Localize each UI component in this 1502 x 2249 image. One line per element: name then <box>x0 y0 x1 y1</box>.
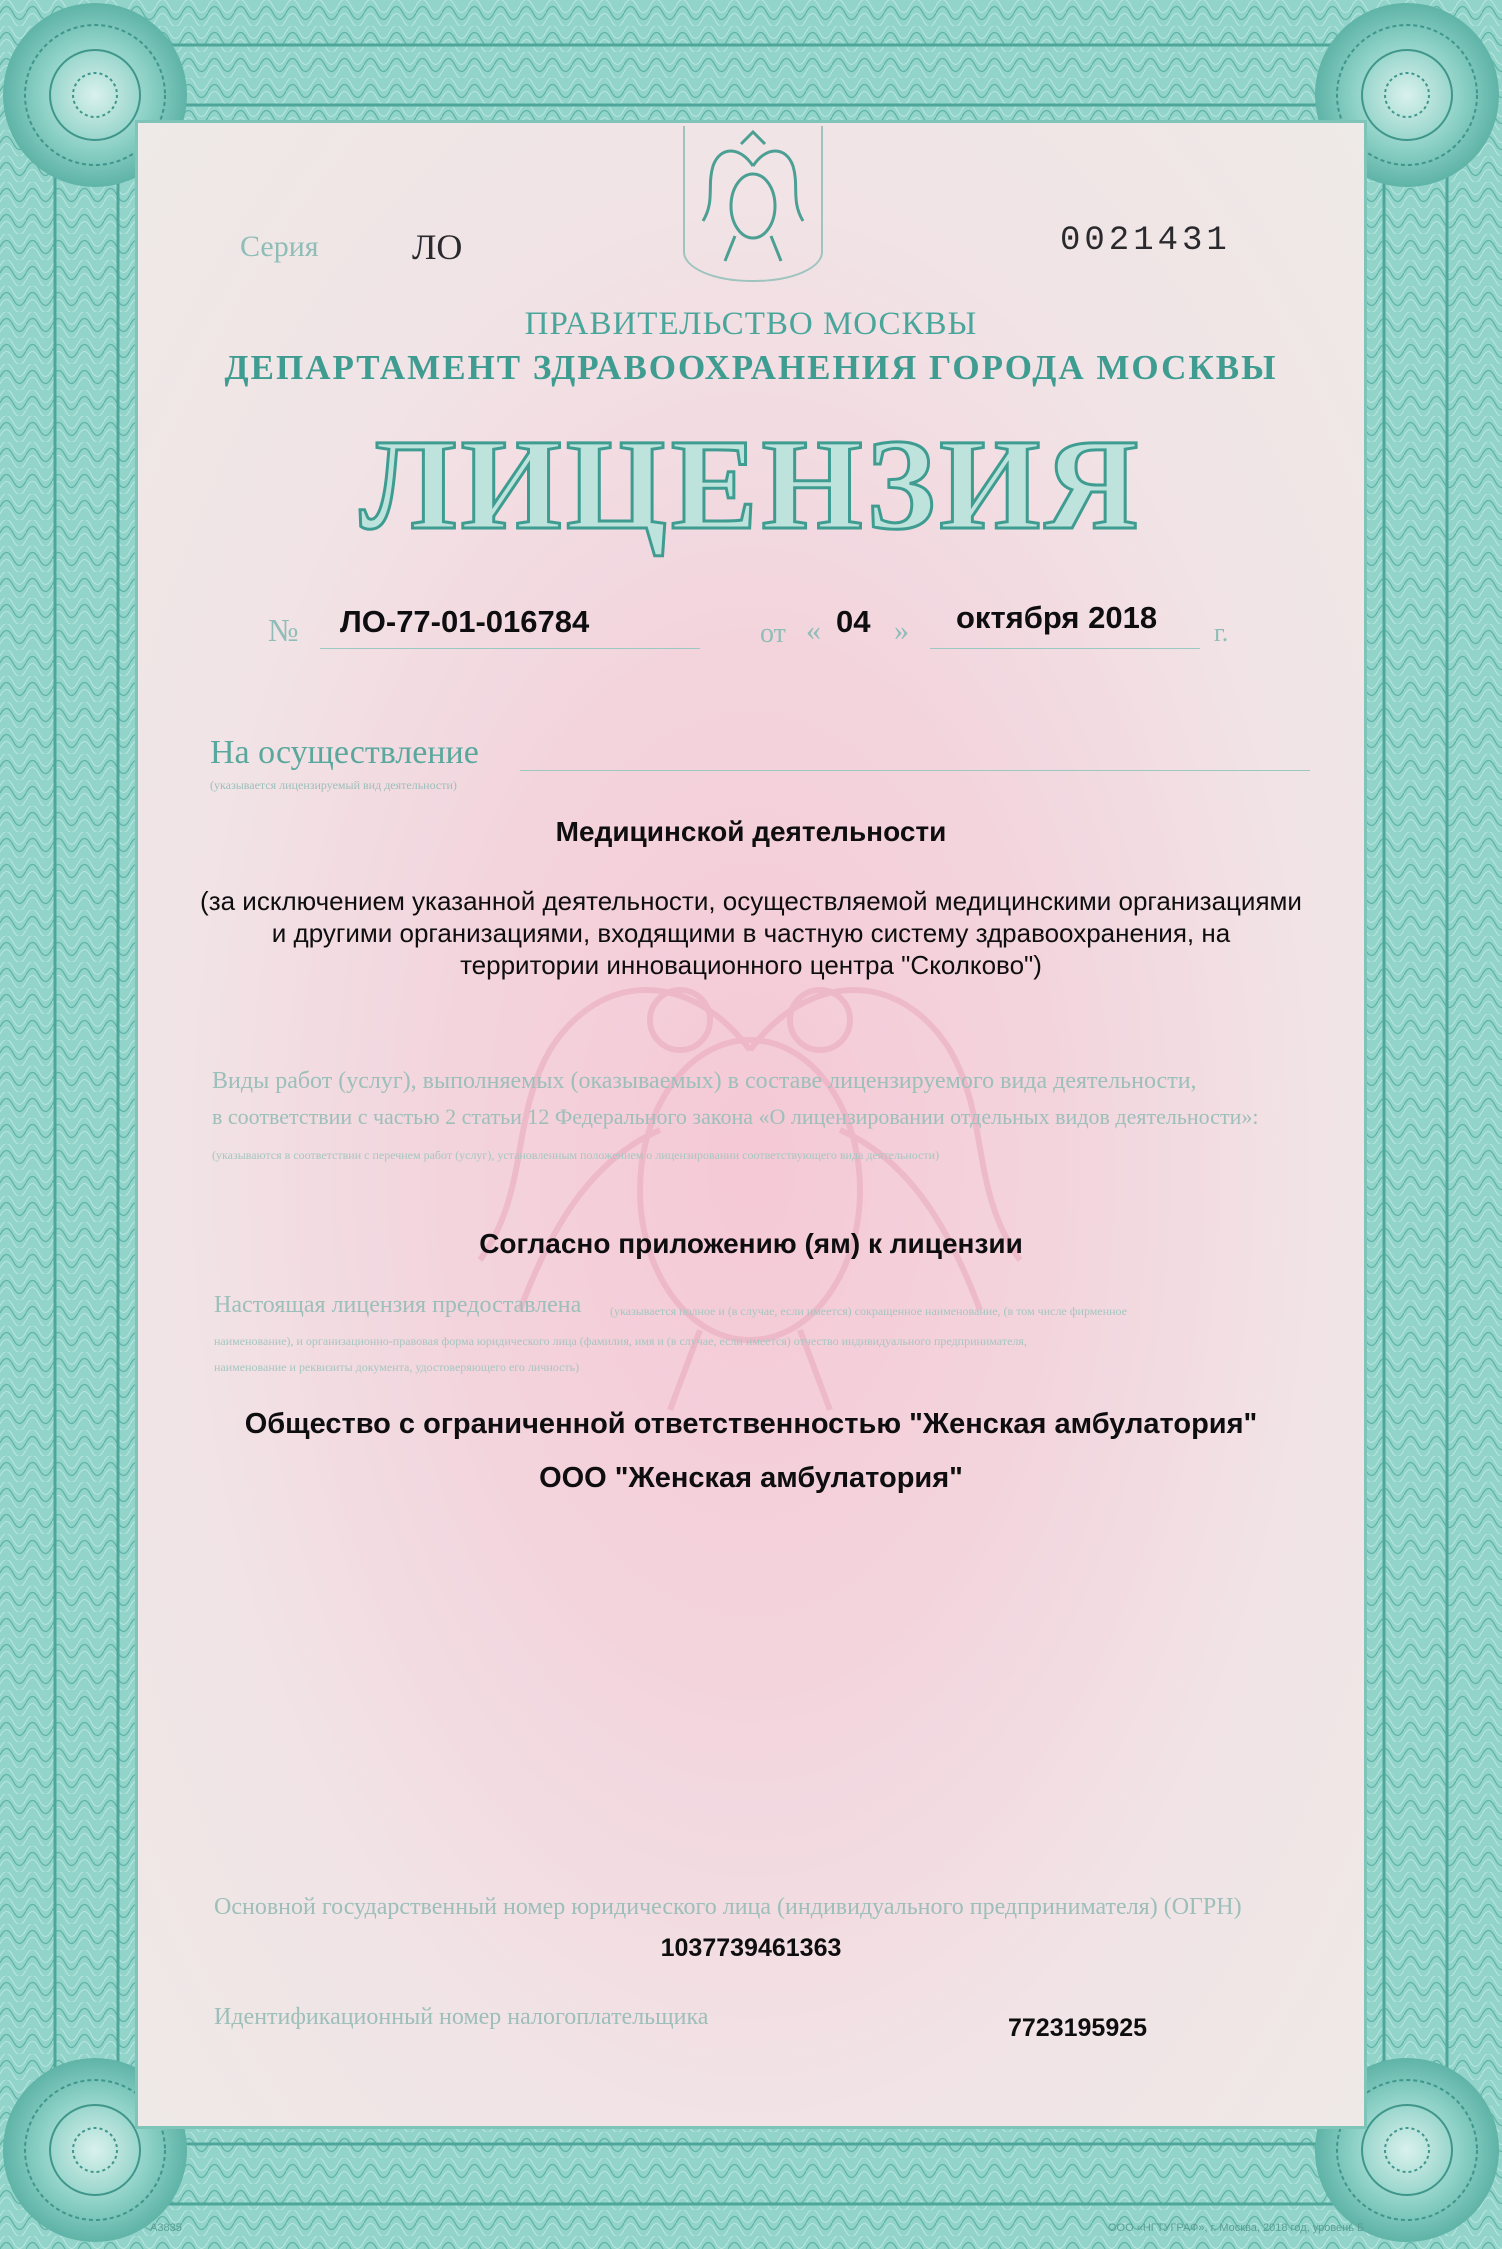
ogrn-label: Основной государственный номер юридического лица (индивидуального предпринимателя) (ОГРН) <box>214 1894 1242 1920</box>
activity-exclusion-line-1: (за исключением указанной деятельности, осуществляемой медицинскими организациями <box>200 886 1302 916</box>
month-underline <box>930 648 1200 649</box>
series-value: ЛО <box>412 227 463 267</box>
quote-open: « <box>806 614 821 647</box>
serial-number: 0021431 <box>1060 222 1231 260</box>
licensee-short-name: ООО "Женская амбулатория" <box>539 1462 963 1494</box>
activity-exclusion-line-3: территории инновационного центра "Сколково") <box>460 950 1042 980</box>
emblem-shield <box>683 126 823 282</box>
government-title: ПРАВИТЕЛЬСТВО МОСКВЫ <box>524 306 978 342</box>
licensee-hint-line-2: наименование), и организационно-правовая форма юридического лица (фамилия, имя и (в случае, если имеется) отчество индивидуального предпринимателя, <box>214 1334 1027 1348</box>
activity-name: Медицинской деятельности <box>555 816 947 847</box>
activity-exclusion-line-2: и другими организациями, входящими в частную систему здравоохранения, на <box>271 918 1231 948</box>
quote-close: » <box>894 614 909 647</box>
number-label: № <box>268 612 299 648</box>
year-suffix: г. <box>1214 618 1229 647</box>
licensee-label: Настоящая лицензия предоставлена <box>214 1292 582 1318</box>
department-title: ДЕПАРТАМЕНТ ЗДРАВООХРАНЕНИЯ ГОРОДА МОСКВЫ <box>224 348 1278 387</box>
licensee-hint-line-3: наименование и реквизиты документа, удостоверяющего его личность) <box>214 1360 580 1374</box>
form-code: А3835 <box>150 2222 182 2234</box>
works-hint: (указываются в соответствии с перечнем работ (услуг), установленным положением о лицензировании соответствующего вида деятельности) <box>212 1148 940 1162</box>
printer-note: ООО «НГТУГРАФ», г. Москва, 2018 год, уровень Б <box>1108 2222 1365 2234</box>
date-day: 04 <box>836 604 871 639</box>
ogrn-value: 1037739461363 <box>660 1934 842 1962</box>
activity-underline <box>520 770 1310 771</box>
double-headed-eagle-watermark <box>440 930 1060 1430</box>
inn-value: 7723195925 <box>1008 2014 1148 2042</box>
activity-label: На осуществление <box>210 734 479 771</box>
date-from-label: от <box>760 618 786 649</box>
works-label-line-1: Виды работ (услуг), выполняемых (оказываемых) в составе лицензируемого вида деятельности, <box>212 1068 1197 1094</box>
double-headed-eagle-emblem <box>685 126 821 276</box>
licensee-hint-line-1: (указывается полное и (в случае, если имеется) сокращенное наименование, (в том числе фирменное <box>610 1304 1128 1318</box>
works-value: Согласно приложению (ям) к лицензии <box>479 1228 1023 1259</box>
works-label-line-2: в соответствии с частью 2 статьи 12 Федерального закона «О лицензировании отдельных видов деятельности»: <box>212 1104 1259 1129</box>
date-month-year: октября 2018 <box>956 600 1158 635</box>
number-underline <box>320 648 700 649</box>
licensee-full-name: Общество с ограниченной ответственностью "Женская амбулатория" <box>244 1408 1258 1440</box>
inn-label: Идентификационный номер налогоплательщика <box>214 2004 709 2030</box>
activity-hint: (указывается лицензируемый вид деятельности) <box>210 778 457 792</box>
series-label: Серия <box>240 230 319 263</box>
document-title: ЛИЦЕНЗИЯ <box>359 413 1143 557</box>
license-number: ЛО-77-01-016784 <box>340 604 590 639</box>
